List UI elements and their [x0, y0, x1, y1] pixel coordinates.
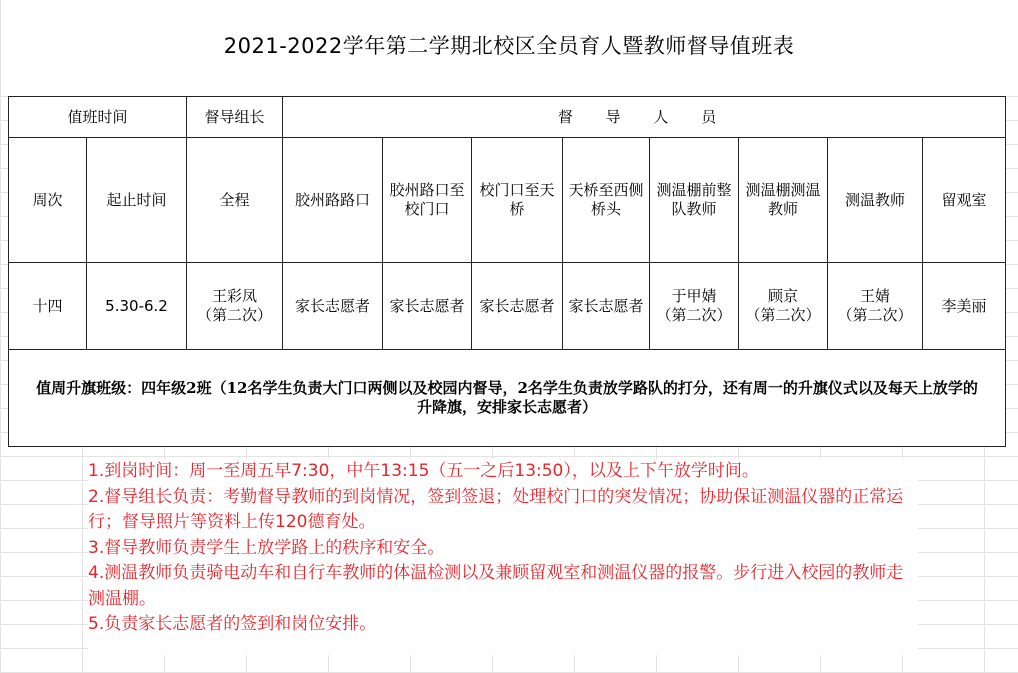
col-week: 周次	[9, 138, 87, 263]
col-junction-to-gate: 胶州路口至校门口	[383, 138, 472, 263]
col-bridge-to-west: 天桥至西侧桥头	[563, 138, 650, 263]
col-dates: 起止时间	[87, 138, 187, 263]
duty-time-header: 值班时间	[9, 97, 187, 138]
col-temp-teacher: 测温教师	[828, 138, 923, 263]
cell-c2: 家长志愿者	[383, 263, 472, 349]
cell-c3: 家长志愿者	[472, 263, 563, 349]
c7-name: 王婧	[860, 287, 891, 306]
duty-table	[8, 96, 1006, 447]
note-5: 5.负责家长志愿者的签到和岗位安排。	[88, 614, 377, 634]
c7-note: （第二次）	[837, 306, 913, 325]
page-title: 2021-2022学年第二学期北校区全员育人暨教师督导值班表	[223, 34, 795, 58]
cell-c8: 李美丽	[923, 263, 1006, 349]
header-row-2	[9, 138, 1006, 263]
cell-c7	[828, 263, 923, 349]
col-tent-temp: 测温棚测温教师	[739, 138, 828, 263]
col-whole: 全程	[187, 138, 283, 263]
c6-note: （第二次）	[745, 306, 821, 325]
flag-class-row	[9, 349, 1006, 446]
note-2: 2.督导组长负责：考勤督导教师的到岗情况，签到签退；处理校门口的突发情况；协助保证测温仪器的正常运行；督导照片等资料上传120德育处。	[88, 486, 904, 532]
notes-block	[88, 459, 918, 655]
staff-header: 督 导 人 员	[283, 97, 1006, 138]
table-row	[9, 263, 1006, 349]
c5-name: 于甲婧	[671, 287, 717, 306]
header-row-1	[9, 97, 1006, 138]
c5-note: （第二次）	[656, 306, 732, 325]
col-observation-room: 留观室	[923, 138, 1006, 263]
note-1: 1.到岗时间：周一至周五早7:30，中午13:15（五一之后13:50），以及上下午放学时间。	[88, 461, 759, 481]
cell-c6	[739, 263, 828, 349]
leader-name: 王彩凤	[212, 287, 258, 306]
flag-class-text: 值周升旗班级：四年级2班（12名学生负责大门口两侧以及校园内督导，2名学生负责放学路队的打分，还有周一的升旗仪式以及每天上放学的升降旗，安排家长志愿者）	[9, 349, 1006, 446]
cell-c4: 家长志愿者	[563, 263, 650, 349]
note-4: 4.测温教师负责骑电动车和自行车教师的体温检测以及兼顾留观室和测温仪器的报警。步行进入校园的教师走测温棚。	[88, 563, 904, 609]
col-gate-to-bridge: 校门口至天桥	[472, 138, 563, 263]
cell-dates: 5.30-6.2	[87, 263, 187, 349]
cell-c5	[650, 263, 739, 349]
leader-header: 督导组长	[187, 97, 283, 138]
c6-name: 顾京	[768, 287, 799, 306]
note-3: 3.督导教师负责学生上放学路上的秩序和安全。	[88, 537, 445, 558]
cell-c1: 家长志愿者	[283, 263, 383, 349]
col-tent-lineup: 测温棚前整队教师	[650, 138, 739, 263]
col-jiaozhou-junction: 胶州路路口	[283, 138, 383, 263]
leader-note: （第二次）	[197, 306, 273, 325]
cell-leader	[187, 263, 283, 349]
cell-week: 十四	[9, 263, 87, 349]
